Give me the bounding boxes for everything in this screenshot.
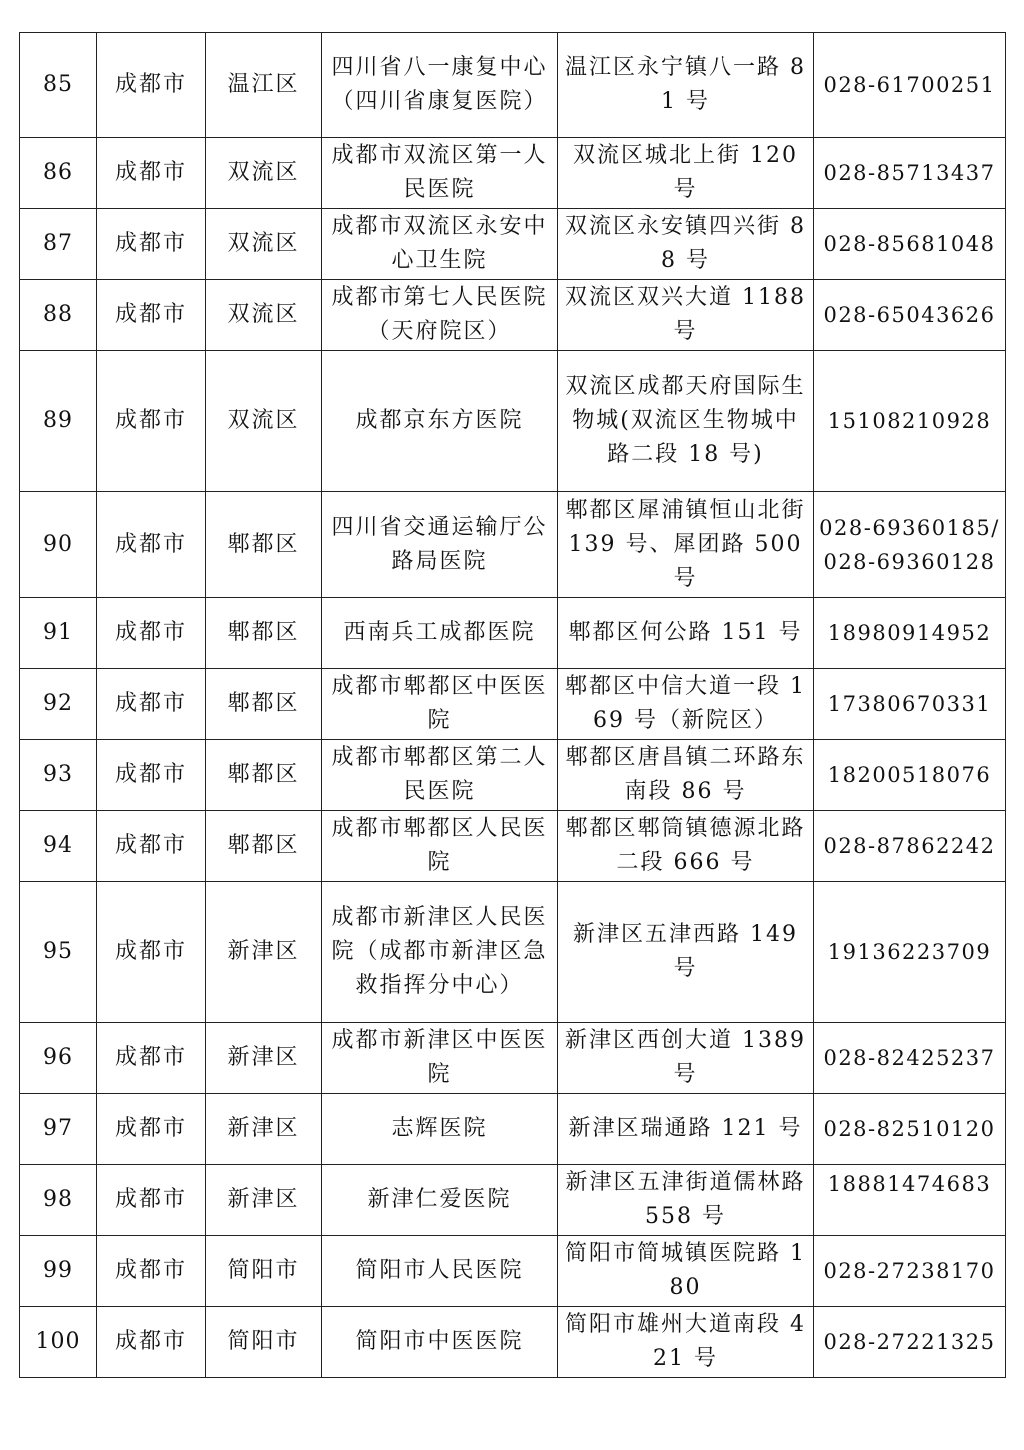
table-row	[20, 740, 1006, 811]
city-cell: 成都市	[97, 280, 206, 351]
city-cell: 成都市	[97, 1236, 206, 1307]
phone-cell: 17380670331	[814, 669, 1006, 740]
row-number: 88	[20, 280, 97, 351]
city-cell: 成都市	[97, 209, 206, 280]
city-cell: 成都市	[97, 1023, 206, 1094]
address-cell: 简阳市雄州大道南段 421 号	[558, 1307, 814, 1378]
row-number: 99	[20, 1236, 97, 1307]
hospital-name-cell: 新津仁爱医院	[322, 1165, 558, 1236]
row-number: 92	[20, 669, 97, 740]
address-cell: 新津区五津西路 149 号	[558, 882, 814, 1023]
table-row	[20, 1165, 1006, 1236]
table-row	[20, 492, 1006, 598]
table-row	[20, 280, 1006, 351]
city-cell: 成都市	[97, 492, 206, 598]
address-cell: 新津区五津街道儒林路 558 号	[558, 1165, 814, 1236]
city-cell: 成都市	[97, 33, 206, 138]
city-cell: 成都市	[97, 1165, 206, 1236]
phone-cell: 18980914952	[814, 598, 1006, 669]
address-cell: 新津区西创大道 1389 号	[558, 1023, 814, 1094]
hospital-name-cell: 四川省八一康复中心（四川省康复医院）	[322, 33, 558, 138]
phone-cell: 028-85681048	[814, 209, 1006, 280]
city-cell: 成都市	[97, 811, 206, 882]
row-number: 89	[20, 351, 97, 492]
phone-cell: 19136223709	[814, 882, 1006, 1023]
hospital-name-cell: 志辉医院	[322, 1094, 558, 1165]
district-cell: 新津区	[206, 1165, 322, 1236]
address-cell: 温江区永宁镇八一路 81 号	[558, 33, 814, 138]
address-cell: 新津区瑞通路 121 号	[558, 1094, 814, 1165]
table-row	[20, 1023, 1006, 1094]
address-cell: 郫都区犀浦镇恒山北街 139 号、犀团路 500 号	[558, 492, 814, 598]
city-cell: 成都市	[97, 598, 206, 669]
phone-cell: 028-61700251	[814, 33, 1006, 138]
city-cell: 成都市	[97, 1307, 206, 1378]
phone-cell: 028-85713437	[814, 138, 1006, 209]
hospital-name-cell: 成都市双流区永安中心卫生院	[322, 209, 558, 280]
table-row	[20, 138, 1006, 209]
district-cell: 双流区	[206, 209, 322, 280]
table-row	[20, 1307, 1006, 1378]
phone-cell: 15108210928	[814, 351, 1006, 492]
phone-cell: 028-82510120	[814, 1094, 1006, 1165]
hospital-name-cell: 成都市郫都区人民医院	[322, 811, 558, 882]
hospital-name-cell: 西南兵工成都医院	[322, 598, 558, 669]
district-cell: 简阳市	[206, 1236, 322, 1307]
district-cell: 双流区	[206, 138, 322, 209]
phone-cell: 18200518076	[814, 740, 1006, 811]
phone-cell: 028-27221325	[814, 1307, 1006, 1378]
hospital-name-cell: 简阳市中医医院	[322, 1307, 558, 1378]
row-number: 91	[20, 598, 97, 669]
row-number: 96	[20, 1023, 97, 1094]
address-cell: 郫都区中信大道一段 169 号（新院区）	[558, 669, 814, 740]
address-cell: 郫都区何公路 151 号	[558, 598, 814, 669]
table-row	[20, 1236, 1006, 1307]
district-cell: 温江区	[206, 33, 322, 138]
row-number: 86	[20, 138, 97, 209]
address-cell: 双流区永安镇四兴街 88 号	[558, 209, 814, 280]
district-cell: 郫都区	[206, 492, 322, 598]
address-cell: 双流区双兴大道 1188 号	[558, 280, 814, 351]
phone-cell: 028-27238170	[814, 1236, 1006, 1307]
hospital-name-cell: 成都市第七人民医院（天府院区）	[322, 280, 558, 351]
table-row	[20, 1094, 1006, 1165]
district-cell: 简阳市	[206, 1307, 322, 1378]
district-cell: 郫都区	[206, 598, 322, 669]
row-number: 100	[20, 1307, 97, 1378]
hospital-name-cell: 简阳市人民医院	[322, 1236, 558, 1307]
district-cell: 郫都区	[206, 811, 322, 882]
city-cell: 成都市	[97, 740, 206, 811]
address-cell: 郫都区郫筒镇德源北路二段 666 号	[558, 811, 814, 882]
district-cell: 郫都区	[206, 740, 322, 811]
table-row	[20, 351, 1006, 492]
row-number: 98	[20, 1165, 97, 1236]
table-row	[20, 882, 1006, 1023]
table-row	[20, 598, 1006, 669]
phone-cell: 028-82425237	[814, 1023, 1006, 1094]
district-cell: 郫都区	[206, 669, 322, 740]
city-cell: 成都市	[97, 882, 206, 1023]
district-cell: 双流区	[206, 280, 322, 351]
address-cell: 双流区成都天府国际生物城(双流区生物城中路二段 18 号)	[558, 351, 814, 492]
district-cell: 新津区	[206, 1023, 322, 1094]
row-number: 93	[20, 740, 97, 811]
hospital-table	[19, 32, 1006, 1378]
city-cell: 成都市	[97, 351, 206, 492]
city-cell: 成都市	[97, 669, 206, 740]
row-number: 95	[20, 882, 97, 1023]
row-number: 90	[20, 492, 97, 598]
hospital-name-cell: 成都市双流区第一人民医院	[322, 138, 558, 209]
district-cell: 新津区	[206, 1094, 322, 1165]
hospital-name-cell: 成都市郫都区中医医院	[322, 669, 558, 740]
phone-cell: 028-87862242	[814, 811, 1006, 882]
city-cell: 成都市	[97, 1094, 206, 1165]
table-row	[20, 669, 1006, 740]
city-cell: 成都市	[97, 138, 206, 209]
hospital-name-cell: 成都京东方医院	[322, 351, 558, 492]
table-row	[20, 209, 1006, 280]
row-number: 97	[20, 1094, 97, 1165]
row-number: 85	[20, 33, 97, 138]
phone-cell: 18881474683	[814, 1165, 1006, 1236]
district-cell: 新津区	[206, 882, 322, 1023]
hospital-name-cell: 成都市新津区人民医院（成都市新津区急救指挥分中心）	[322, 882, 558, 1023]
address-cell: 简阳市简城镇医院路 180	[558, 1236, 814, 1307]
hospital-name-cell: 四川省交通运输厅公路局医院	[322, 492, 558, 598]
address-cell: 郫都区唐昌镇二环路东南段 86 号	[558, 740, 814, 811]
row-number: 94	[20, 811, 97, 882]
table-row	[20, 811, 1006, 882]
address-cell: 双流区城北上街 120 号	[558, 138, 814, 209]
district-cell: 双流区	[206, 351, 322, 492]
row-number: 87	[20, 209, 97, 280]
hospital-name-cell: 成都市新津区中医医院	[322, 1023, 558, 1094]
table-row	[20, 33, 1006, 138]
phone-cell: 028-69360185/028-69360128	[814, 492, 1006, 598]
hospital-name-cell: 成都市郫都区第二人民医院	[322, 740, 558, 811]
phone-cell: 028-65043626	[814, 280, 1006, 351]
